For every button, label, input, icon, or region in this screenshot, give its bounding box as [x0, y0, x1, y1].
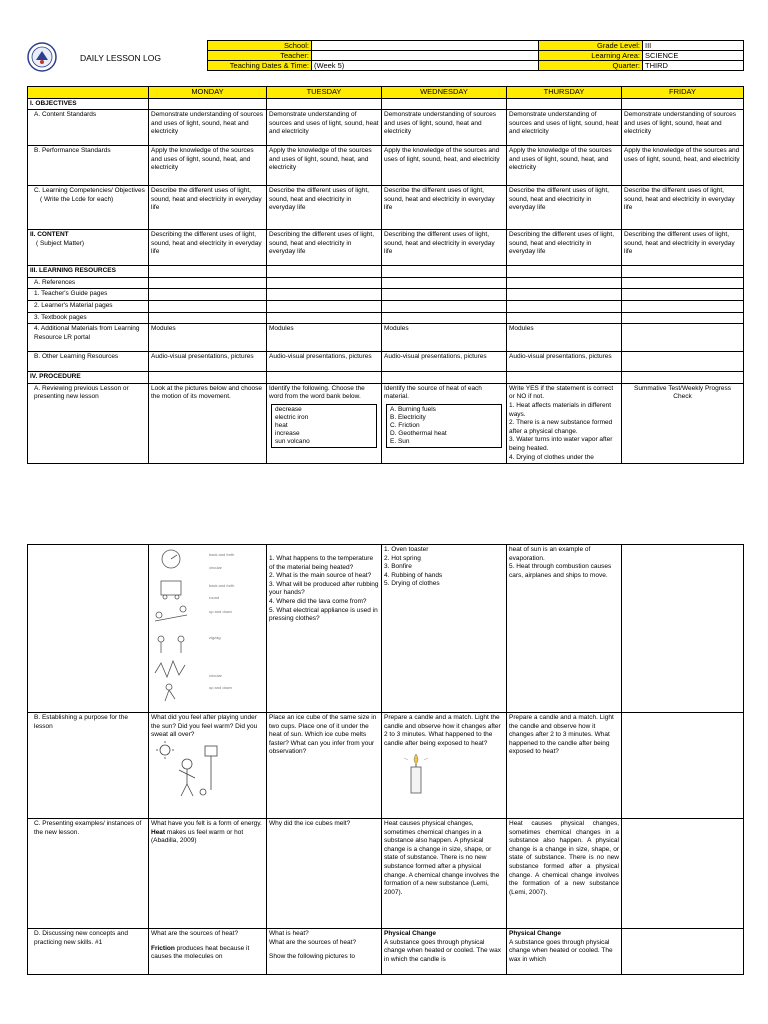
- other-resources-tue: Audio-visual presentations, pictures: [267, 352, 382, 372]
- school-label: School:: [208, 41, 312, 51]
- row-label-references: A. References: [28, 277, 149, 289]
- word-bank-item: sun volcano: [275, 437, 310, 445]
- day-header-wednesday: WEDNESDAY: [382, 87, 507, 99]
- day-header-blank: [28, 87, 149, 99]
- motion-label: back and forth: [209, 583, 235, 588]
- review-tue: [267, 383, 382, 463]
- performance-standard-tue: Apply the knowledge of the sources and uses of light, sound, heat, and electricity: [267, 146, 382, 186]
- discussing-tue: [267, 929, 382, 975]
- examples-mon: [149, 819, 267, 929]
- day-header-monday: MONDAY: [149, 87, 267, 99]
- row-label-content-standards: A. Content Standards: [28, 110, 149, 146]
- examples-tue: Why did the ice cubes melt?: [267, 819, 382, 929]
- competency-thu: Describe the different uses of light, sound, heat and electricity in everyday life: [507, 186, 622, 230]
- answer-line: 2. Hot spring: [384, 554, 421, 562]
- additional-wed: Modules: [382, 324, 507, 352]
- review-wed: [382, 383, 507, 463]
- quarter-value: THIRD: [643, 61, 744, 71]
- discussing-tue-line: Show the following pictures to: [269, 953, 355, 961]
- word-bank-item: D. Geothermal heat: [390, 429, 447, 437]
- question-line: 3. What will be produced after rubbing your hands?: [269, 580, 379, 597]
- teaching-dates-value: (Week 5): [312, 61, 539, 71]
- answer-line: 1. Oven toaster: [384, 546, 429, 553]
- examples-thu: Heat causes physical changes, sometimes chemical changes in a substance also happen. A physical change is a change in size, shape, or state of substance. There is no new substance formed after a physical change. A chemical change involves the formation of a new substance (Lemi, 2007).: [507, 819, 622, 929]
- row-label-examples: C. Presenting examples/ instances of the new lesson.: [28, 819, 149, 929]
- review-thu-line: 3. Water turns into water vapor after being heated.: [509, 436, 613, 452]
- row-label-textbook: 3. Textbook pages: [28, 312, 149, 324]
- discussing-thu-text: A substance goes through physical change when heated or cooled. The wax in which: [509, 938, 613, 963]
- learning-area-value: SCIENCE: [643, 51, 744, 61]
- discussing-wed-title: Physical Change: [384, 930, 437, 937]
- motion-pictures-illustration: [151, 547, 261, 707]
- review-thu-line: 1. Heat affects materials in different ways.: [509, 401, 612, 418]
- row-label-competencies: [28, 186, 149, 230]
- question-line: 2. What is the main source of heat?: [269, 572, 372, 580]
- day-header-tuesday: TUESDAY: [267, 87, 382, 99]
- word-bank-item: increase: [275, 429, 300, 437]
- performance-standard-fri: Apply the knowledge of the sources and uses of light, sound, heat, and electricity: [622, 146, 744, 186]
- question-line: 5. What electrical appliance is used in pressing clothes?: [269, 606, 378, 623]
- row-label-performance-standards: B. Performance Standards: [28, 146, 149, 186]
- motion-label: up and down: [209, 685, 232, 690]
- content-thu: Describing the different uses of light, sound, heat and electricity in everyday life: [507, 230, 622, 266]
- row-label-additional-materials: 4. Additional Materials from Learning Resource LR portal: [28, 324, 149, 352]
- day-header-thursday: THURSDAY: [507, 87, 622, 99]
- content-wed: Describing the different uses of light, sound, heat and electricity in everyday life: [382, 230, 507, 266]
- competency-tue: Describe the different uses of light, sound, heat and electricity in everyday life: [267, 186, 382, 230]
- row-label-review: A. Reviewing previous Lesson or presenting new lesson: [28, 383, 149, 463]
- section-objectives: I. OBJECTIVES: [28, 98, 149, 110]
- content-fri: Describing the different uses of light, sound, heat and electricity in everyday life: [622, 230, 744, 266]
- review-thu-line: Write YES if the statement is correct or NO if not.: [509, 384, 614, 401]
- discussing-tue-line: What are the sources of heat?: [269, 938, 357, 946]
- motion-label: back and forth: [209, 552, 235, 557]
- purpose-wed: [382, 713, 507, 819]
- content-standard-tue: Demonstrate understanding of sources and uses of light, sound, heat and electricity: [267, 110, 382, 146]
- row-label-teachers-guide: 1. Teacher's Guide pages: [28, 289, 149, 301]
- question-line: 1. What happens to the temperature of the material being heated?: [269, 555, 374, 571]
- school-value: [312, 41, 539, 51]
- review-mon: Look at the pictures below and choose the motion of its movement.: [149, 383, 267, 463]
- competencies-label: C. Learning Competencies/ Objectives: [34, 187, 145, 195]
- competency-wed: Describe the different uses of light, sound, heat and electricity in everyday life: [382, 186, 507, 230]
- question-line: 4. Where did the lava come from?: [269, 597, 367, 605]
- deped-seal-logo: [27, 42, 57, 72]
- content-standard-mon: Demonstrate understanding of sources and uses of light, sound, heat and electricity: [149, 110, 267, 146]
- competency-fri: Describe the different uses of light, sound, heat and electricity in everyday life: [622, 186, 744, 230]
- review-cont-wed: [382, 545, 507, 713]
- examples-wed: Heat causes physical changes, sometimes chemical changes in a substance also happen. A physical change is a change in size, shape, or state of substance. There is no new substance formed after a physical change. A chemical change involves the formation of a new substance (Lemi, 2007).: [382, 819, 507, 929]
- statement-line: heat of sun is an example of evaporation.: [509, 546, 591, 562]
- motion-label: circular: [209, 673, 222, 678]
- learning-area-label: Learning Area:: [539, 51, 643, 61]
- content-tue: Describing the different uses of light, sound, heat and electricity in everyday life: [267, 230, 382, 266]
- grade-level-value: III: [643, 41, 744, 51]
- answer-line: 5. Drying of clothes: [384, 580, 440, 588]
- word-bank-item: C. Friction: [390, 421, 420, 429]
- word-bank-item: heat: [275, 421, 288, 429]
- content-mon: Describing the different uses of light, sound, heat and electricity in everyday life: [149, 230, 267, 266]
- motion-label: zigzag: [209, 635, 221, 640]
- review-thu-line: 4. Drying of clothes under the: [509, 453, 594, 461]
- purpose-wed-text: Prepare a candle and a match. Light the candle and observe how it changes after 2 to 3 minutes. What happened to the candle after being exposed to heat?: [384, 714, 501, 747]
- motion-label: round: [209, 595, 220, 600]
- grade-level-label: Grade Level:: [539, 41, 643, 51]
- quarter-label: Quarter:: [539, 61, 643, 71]
- discussing-mon-text: produces heat because it causes the molecules on: [151, 944, 250, 961]
- discussing-mon-keyword: Friction: [151, 944, 175, 952]
- word-bank-item: electric iron: [275, 413, 309, 421]
- competencies-note: ( Write the Lcde for each): [40, 195, 114, 203]
- word-bank-tue: [271, 404, 377, 448]
- discussing-thu-title: Physical Change: [509, 930, 562, 937]
- examples-mon-text-end: makes us feel warm or hot (Abadilla, 2009): [151, 828, 244, 845]
- purpose-mon: [149, 713, 267, 819]
- review-fri: Summative Test/Weekly Progress Check: [622, 383, 744, 463]
- motion-label: circular: [209, 565, 222, 570]
- word-bank-wed: [386, 404, 502, 448]
- row-label-discussing: D. Discussing new concepts and practicing new skills. #1: [28, 929, 149, 975]
- teacher-label: Teacher:: [208, 51, 312, 61]
- examples-mon-keyword: Heat: [151, 828, 166, 836]
- document-title: DAILY LESSON LOG: [80, 53, 161, 63]
- review-thu-line: 2. There is a new substance formed after a physical change.: [509, 419, 613, 435]
- discussing-thu: [507, 929, 622, 975]
- content-sub-label: ( Subject Matter): [36, 239, 85, 247]
- answer-line: 4. Rubbing of hands: [384, 571, 443, 579]
- motion-label: up and down: [209, 609, 232, 614]
- other-resources-wed: Audio-visual presentations, pictures: [382, 352, 507, 372]
- motion-pictures-cell: [149, 545, 267, 713]
- review-thu: [507, 383, 622, 463]
- word-bank-item: decrease: [275, 405, 302, 413]
- word-bank-item: A. Burning fuels: [390, 405, 436, 413]
- content-label: II. CONTENT: [30, 231, 69, 239]
- discussing-wed: [382, 929, 507, 975]
- purpose-mon-text: What did you feel after playing under the sun? Did you feel warm? Did you sweat all over?: [151, 714, 258, 739]
- discussing-mon: [149, 929, 267, 975]
- review-cont-tue: [267, 545, 382, 713]
- performance-standard-mon: Apply the knowledge of the sources and uses of light, sound, heat, and electricity: [149, 146, 267, 186]
- lit-candle-illustration: [384, 750, 494, 796]
- review-cont-thu: [507, 545, 622, 713]
- section-procedure: IV. PROCEDURE: [28, 372, 149, 384]
- header-info-table: [207, 40, 744, 71]
- examples-mon-text: What have you felt is a form of energy.: [151, 820, 262, 827]
- discussing-mon-question: What are the sources of heat?: [151, 930, 239, 937]
- review-tue-instruction: Identify the following. Choose the word from the word bank below.: [269, 384, 365, 401]
- lesson-log-table-page1: [27, 86, 744, 464]
- row-label-learners-material: 2. Learner's Material pages: [28, 300, 149, 312]
- additional-mon: Modules: [149, 324, 267, 352]
- answer-line: 3. Bonfire: [384, 563, 412, 571]
- performance-standard-thu: Apply the knowledge of the sources and uses of light, sound, heat, and electricity: [507, 146, 622, 186]
- other-resources-mon: Audio-visual presentations, pictures: [149, 352, 267, 372]
- purpose-thu: Prepare a candle and a match. Light the candle and observe how it changes after 2 to 3 minutes. What happened to the candle after being exposed to heat?: [507, 713, 622, 819]
- additional-tue: Modules: [267, 324, 382, 352]
- additional-thu: Modules: [507, 324, 622, 352]
- row-label-content: [28, 230, 149, 266]
- content-standard-fri: Demonstrate understanding of sources and uses of light, sound, heat and electricity: [622, 110, 744, 146]
- teaching-dates-label: Teaching Dates & Time:: [208, 61, 312, 71]
- teacher-value: [312, 51, 539, 61]
- purpose-tue: Place an ice cube of the same size in two cups. Place one of it under the heat of sun. Which ice cube melts faster? What can you infer from your observation?: [267, 713, 382, 819]
- content-standard-thu: Demonstrate understanding of sources and uses of light, sound, heat and electricity: [507, 110, 622, 146]
- row-label-purpose: B. Establishing a purpose for the lesson: [28, 713, 149, 819]
- section-learning-resources: III. LEARNING RESOURCES: [28, 266, 149, 278]
- competency-mon: Describe the different uses of light, sound, heat and electricity in everyday life: [149, 186, 267, 230]
- lesson-log-table-page2: [27, 544, 744, 975]
- word-bank-item: E. Sun: [390, 437, 410, 445]
- performance-standard-wed: Apply the knowledge of the sources and uses of light, sound, heat, and electricity: [382, 146, 507, 186]
- other-resources-thu: Audio-visual presentations, pictures: [507, 352, 622, 372]
- statement-line: 5. Heat through combustion causes cars, airplanes and ships to move.: [509, 563, 612, 579]
- row-label-other-resources: B. Other Learning Resources: [28, 352, 149, 372]
- discussing-wed-text: A substance goes through physical change when heated or cooled. The wax in which the candle is: [384, 938, 501, 963]
- discussing-tue-line: What is heat?: [269, 930, 309, 937]
- day-header-friday: FRIDAY: [622, 87, 744, 99]
- child-playing-under-sun-illustration: [151, 740, 231, 798]
- review-wed-instruction: Identify the source of heat of each material.: [384, 384, 482, 401]
- content-standard-wed: Demonstrate understanding of sources and uses of light, sound, heat and electricity: [382, 110, 507, 146]
- word-bank-item: B. Electricity: [390, 413, 426, 421]
